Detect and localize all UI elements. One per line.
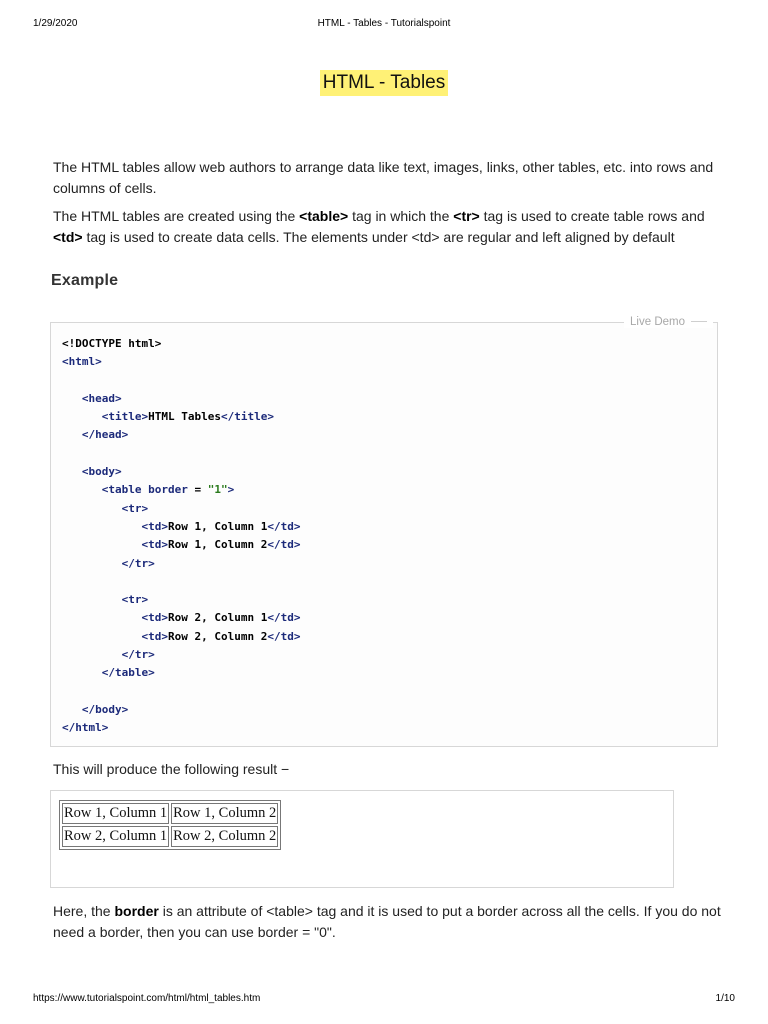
code-doctype: <!DOCTYPE html> — [62, 337, 162, 350]
result-table — [59, 800, 281, 850]
code-block — [50, 316, 718, 747]
code-td-close: </td> — [267, 519, 301, 533]
code-listing — [62, 335, 300, 738]
table-tag-bold: <table> — [299, 208, 349, 224]
code-html-close: </html> — [62, 721, 109, 735]
result-box — [50, 790, 674, 888]
code-body-open: <body> — [81, 465, 122, 479]
tags-paragraph — [53, 206, 721, 248]
table-cell: Row 1, Column 1 — [62, 803, 169, 824]
text-run: is an attribute of <table> tag and it is used to put a border across all the cells. If you do not need a border, then you can use border = "0". — [53, 903, 721, 940]
code-td-open: <td> — [141, 611, 168, 625]
tr-tag-bold: <tr> — [453, 208, 480, 224]
code-table-open-end: > — [227, 483, 235, 497]
code-title-text: HTML Tables — [148, 410, 221, 424]
code-td-open: <td> — [141, 629, 168, 643]
table-cell: Row 1, Column 2 — [171, 803, 278, 824]
text-run: Here, the — [53, 903, 115, 919]
code-table-open: <table — [101, 483, 149, 497]
code-body-close: </body> — [81, 702, 129, 716]
code-tr-open: <tr> — [121, 593, 149, 607]
print-url: https://www.tutorialspoint.com/html/html_tables.htm — [33, 993, 261, 1004]
code-head-close: </head> — [81, 428, 129, 442]
td-tag-bold: <td> — [53, 229, 83, 245]
page-title-wrap — [0, 70, 768, 96]
code-cell: Row 1, Column 1 — [167, 519, 268, 533]
code-head-open: <head> — [81, 391, 122, 405]
print-doc-title: HTML - Tables - Tutorialspoint — [317, 18, 451, 29]
code-title-open: <title> — [101, 410, 149, 424]
example-heading: Example — [51, 272, 119, 289]
code-title-close: </title> — [220, 410, 274, 424]
code-table-attr: border — [148, 483, 188, 497]
text-run: tag is used to create data cells. The elements under <td> are regular and left aligned by default — [82, 229, 675, 245]
code-cell: Row 1, Column 2 — [167, 538, 268, 552]
table-row — [62, 803, 278, 824]
print-date: 1/29/2020 — [33, 18, 78, 29]
border-bold: border — [114, 903, 159, 919]
code-td-open: <td> — [141, 538, 168, 552]
code-td-close: </td> — [267, 611, 301, 625]
code-td-close: </td> — [267, 629, 301, 643]
result-intro: This will produce the following result − — [53, 761, 290, 777]
code-tr-open: <tr> — [121, 501, 149, 515]
code-td-close: </td> — [267, 538, 301, 552]
table-row — [62, 826, 278, 847]
text-run: tag is used to create table rows and — [479, 208, 705, 224]
code-table-val: "1" — [207, 483, 228, 497]
code-td-open: <td> — [141, 519, 168, 533]
print-page-number: 1/10 — [715, 993, 735, 1004]
code-cell: Row 2, Column 1 — [167, 611, 268, 625]
table-cell: Row 2, Column 1 — [62, 826, 169, 847]
code-tr-close: </tr> — [121, 648, 155, 662]
table-cell: Row 2, Column 2 — [171, 826, 278, 847]
border-paragraph — [53, 901, 721, 943]
intro-paragraph: The HTML tables allow web authors to arrange data like text, images, links, other tables, etc. into rows and columns of cells. — [53, 159, 714, 196]
page-title: HTML - Tables — [320, 70, 448, 96]
code-cell: Row 2, Column 2 — [167, 629, 268, 643]
code-html-open: <html> — [62, 355, 102, 369]
text-run: tag in which the — [348, 208, 454, 224]
text-run: The HTML tables are created using the — [53, 208, 300, 224]
code-table-eq: = — [187, 483, 208, 497]
live-demo-link[interactable]: Live Demo — [624, 316, 713, 328]
code-table-close: </table> — [101, 666, 155, 680]
code-tr-close: </tr> — [121, 556, 155, 570]
